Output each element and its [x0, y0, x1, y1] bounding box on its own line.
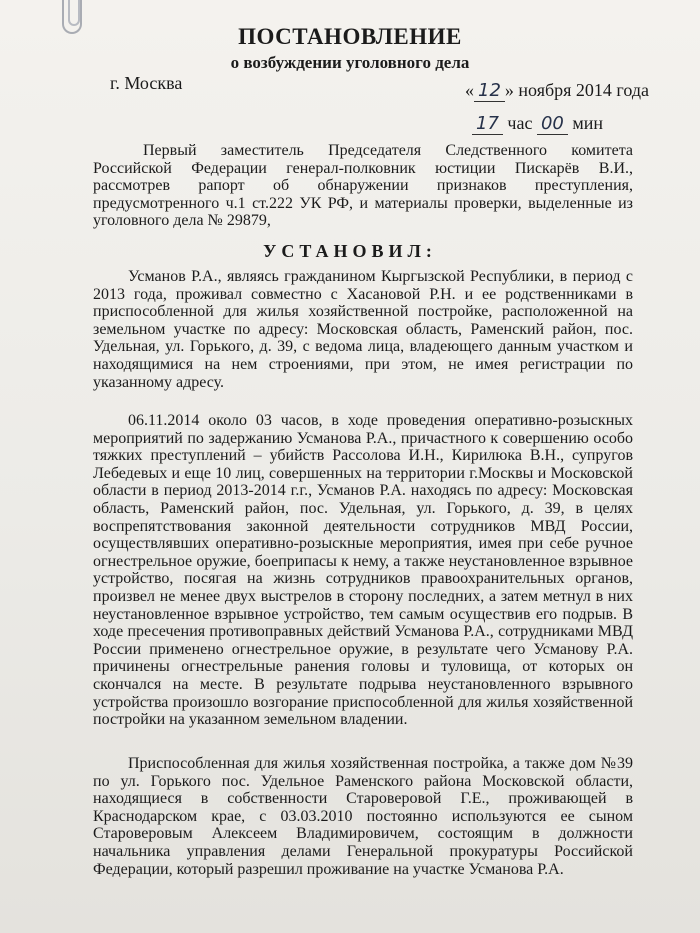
paragraph-3: Приспособленная для жилья хозяйственная постройка, а также дом №39 по ул. Горького пос. Удельное Раменского района Московской области, находящиеся в собственности Староверовой Г.Е., проживающей в Краснодарском крае, с 03.03.2010 постоянно используются ее сыном Староверовым Алексеем Владимировичем, состоящим в должности начальника управления делами Генеральной прокуратуры Российской Федерации, который разрешил проживание на участке Усманова Р.А.	[93, 755, 633, 878]
document-subtitle: о возбуждении уголовного дела	[230, 53, 470, 72]
date-quote-open: «	[465, 80, 474, 100]
city-label: г. Москва	[110, 73, 183, 93]
paragraph-2: 06.11.2014 около 03 часов, в ходе проведения оперативно-розыскных мероприятий по задержанию Усманова Р.А., причастного к совершению особо тяжких преступлений – убийств Рассолова И.Н., Кирилюка В.Н., супругов Лебедевых и еще 10 лиц, совершенных на территории г.Москвы и Московской области в период 2013-2014 г.г., Усманов Р.А. находясь по адресу: Московская область, Раменский район, пос. Удельная, ул. Горького, д. 39, в целях воспрепятствования законной деятельности сотрудников МВД России, осуществлявших оперативно-розыскные мероприятия, имея при себе ручное огнестрельное оружие, боеприпасы к нему, а также неустановленное взрывное устройство, посягая на жизнь сотрудников правоохранительных органов, произвел не менее двух выстрелов в сторону последних, а затем метнул в них неустановленное взрывное устройство, тем самым осуществив его подрыв. В ходе пресечения противоправных действий Усманова Р.А., сотрудниками МВД России применено огнестрельное оружие, в результате чего Усманову Р.А. причинены огнестрельные ранения головы и туловища, от которых он скончался на месте. В результате подрыва неустановленного взрывного устройства произошло возгорание приспособленной для жилья хозяйственной постройки на указанном земельном владении.	[93, 412, 633, 729]
time-minute-handwritten: 00	[537, 114, 568, 135]
document-date	[465, 80, 649, 102]
date-quote-close: »	[504, 80, 514, 100]
paragraph-1: Усманов Р.А., являясь гражданином Кыргызской Республики, в период с 2013 года, проживал совместно с Хасановой Р.Н. и ее родственниками в приспособленной для жилья хозяйственной постройке, расположенной на земельном участке по адресу: Московская область, Раменский район, пос. Удельная, ул. Горького, д. 39, с ведома лица, владеющего данным участком и находящимися на нем строениями, при этом, не имея регистрации по указанному адресу.	[93, 268, 633, 391]
document-title: ПОСТАНОВЛЕНИЕ	[238, 24, 462, 49]
document-time	[472, 113, 603, 135]
intro-paragraph: Первый заместитель Председателя Следственного комитета Российской Федерации генерал-полковник юстиции Пискарёв В.И., рассмотрев рапорт об обнаружении признаков преступления, предусмотренного ч.1 ст.222 УК РФ, и материалы проверки, выделенные из уголовного дела № 29879,	[93, 142, 633, 230]
date-month-year: ноября 2014 года	[518, 80, 649, 100]
section-heading: УСТАНОВИЛ:	[263, 241, 437, 261]
time-minute-unit: мин	[572, 113, 603, 133]
time-hour-handwritten: 17	[472, 114, 503, 135]
date-day-handwritten: 12	[474, 81, 505, 102]
time-hour-unit: час	[507, 113, 533, 133]
